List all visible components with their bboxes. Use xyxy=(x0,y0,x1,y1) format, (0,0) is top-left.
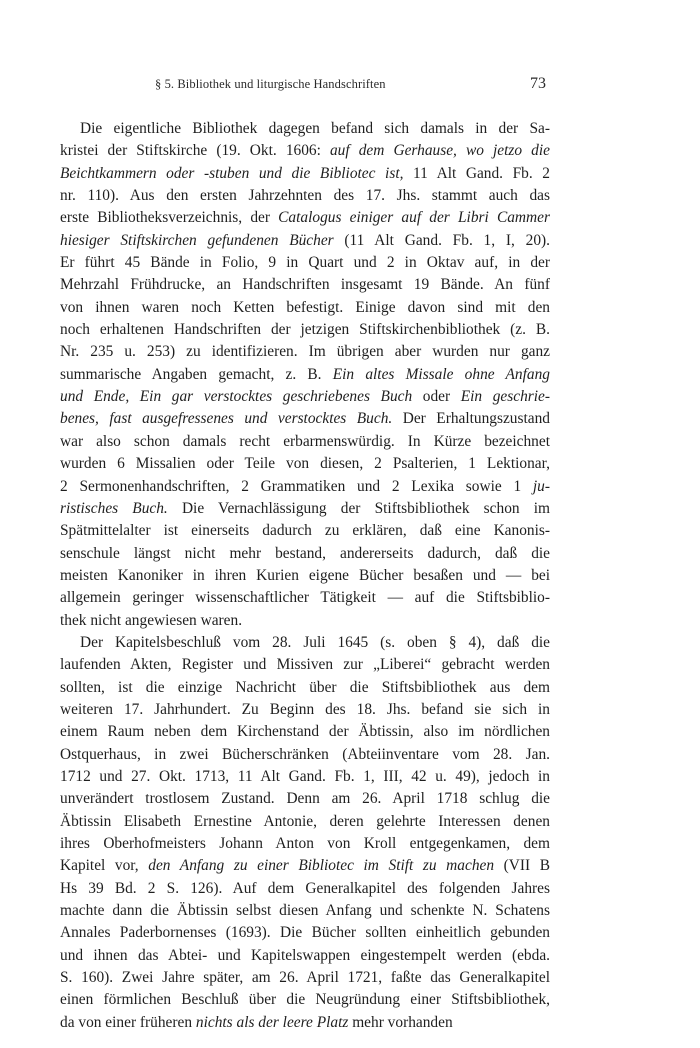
text-line xyxy=(60,252,550,274)
text-run: S. 160). Zwei Jahre später, am 26. April 1721, faßte das Generalkapitel xyxy=(60,969,550,987)
text-run: Spätmittelalter ist einerseits dadurch zu erklären, daß eine Kanonis- xyxy=(60,522,550,540)
text-line xyxy=(60,922,550,944)
running-title: § 5. Bibliothek und liturgische Handschriften xyxy=(155,77,386,91)
text-line xyxy=(60,565,550,587)
italic-text: ju- xyxy=(532,477,550,495)
text-line xyxy=(60,498,550,520)
text-run: wurden 6 Missalien oder Teile von diesen, 2 Psalterien, 1 Lektionar, xyxy=(60,455,550,473)
text-run: Ostquerhaus, in zwei Bücherschränken (Abteiinventare vom 28. Jan. xyxy=(60,745,550,763)
paragraph xyxy=(60,632,550,1034)
text-line xyxy=(60,788,550,810)
text-run: Er führt 45 Bände in Folio, 9 in Quart und 2 in Oktav auf, in der xyxy=(60,254,550,272)
text-line xyxy=(60,543,550,565)
text-run: allgemein geringer wissenschaftlicher Tätigkeit — auf die Stiftsbiblio- xyxy=(60,589,550,607)
text-line xyxy=(60,341,550,363)
text-line xyxy=(60,319,550,341)
text-line xyxy=(60,721,550,743)
text-line xyxy=(60,274,550,296)
text-line xyxy=(60,297,550,319)
text-line xyxy=(60,766,550,788)
body-text xyxy=(60,118,550,1034)
italic-text: ristisches Buch. xyxy=(60,499,168,517)
text-line xyxy=(60,364,550,386)
text-line xyxy=(60,677,550,699)
text-line xyxy=(60,453,550,475)
text-line xyxy=(60,900,550,922)
text-run: ihres Oberhofmeisters Johann Anton von Kroll entgegenkamen, dem xyxy=(60,835,550,852)
text-run: oder xyxy=(412,388,461,406)
text-run: erste Bibliotheksverzeichnis, der xyxy=(60,209,279,227)
italic-text: Beichtkammern oder -stuben und die Bibliotec ist, xyxy=(60,164,404,182)
text-run: Annales Paderbornenses (1693). Die Bücher sollten einheitlich gebunden xyxy=(60,924,550,942)
text-line xyxy=(60,989,550,1011)
text-run: einem Raum neben dem Kirchenstand der Äbtissin, also im nördlichen xyxy=(60,723,550,741)
text-run: (11 Alt Gand. Fb. 1, I, 20). xyxy=(333,231,550,249)
text-line xyxy=(60,967,550,989)
book-page xyxy=(60,0,550,1048)
text-run: kristei der Stiftskirche (19. Okt. 1606: xyxy=(60,142,330,160)
text-run: Kapitel vor, xyxy=(60,857,149,875)
italic-text: hiesiger Stiftskirchen gefundenen Bücher xyxy=(60,231,334,249)
text-run: weiteren 17. Jahrhundert. Zu Beginn des 18. Jhs. befand sie sich in xyxy=(60,700,550,718)
text-line xyxy=(60,185,550,207)
text-line xyxy=(60,118,550,140)
text-line xyxy=(60,811,550,833)
text-line xyxy=(60,945,550,967)
text-line xyxy=(60,163,550,185)
text-line xyxy=(60,476,550,498)
text-line xyxy=(60,699,550,721)
text-run: mehr vorhanden xyxy=(348,1013,453,1031)
text-line xyxy=(60,833,550,855)
text-line xyxy=(60,654,550,676)
text-run: Die Vernachlässigung der Stiftsbibliothek schon im xyxy=(167,499,550,517)
text-line xyxy=(60,386,550,408)
text-line xyxy=(60,610,550,632)
text-run: sollten, ist die einzige Nachricht über die Stiftsbibliothek aus dem xyxy=(60,678,550,696)
text-line xyxy=(60,140,550,162)
text-line xyxy=(60,520,550,542)
text-run: Mehrzahl Frühdrucke, an Handschriften insgesamt 19 Bände. An fünf xyxy=(60,276,550,294)
text-run: war also schon damals recht erbarmenswürdig. In Kürze bezeichnet xyxy=(60,432,550,450)
text-line xyxy=(60,878,550,900)
text-line xyxy=(60,632,550,654)
italic-text: den Anfang zu einer Bibliotec im Stift zu machen xyxy=(148,857,495,875)
text-run: von ihnen waren noch Ketten befestigt. Einige davon sind mit den xyxy=(60,298,550,316)
italic-text: benes, fast ausgefressenes und verstocktes Buch. xyxy=(60,410,393,428)
text-run: Äbtissin Elisabeth Ernestine Antonie, deren gelehrte Interessen denen xyxy=(60,812,550,830)
text-run: (VII B xyxy=(494,857,550,875)
italic-text: Catalogus einiger auf der Libri Cammer xyxy=(278,209,550,227)
text-run: meisten Kanoniker in ihren Kurien eigene Bücher besaßen und — bei xyxy=(60,566,550,584)
text-run: Nr. 235 u. 253) zu identifizieren. Im übrigen aber wurden nur ganz xyxy=(60,343,550,361)
italic-text: Ein geschrie- xyxy=(460,388,550,406)
text-line xyxy=(60,408,550,430)
text-run: thek nicht angewiesen waren. xyxy=(60,611,243,629)
italic-text: und Ende, Ein gar verstocktes geschriebenes Buch xyxy=(60,388,413,406)
text-line xyxy=(60,431,550,453)
text-run: summarische Angaben gemacht, z. B. xyxy=(60,365,333,383)
paragraph xyxy=(60,118,550,632)
text-run: unverändert trostlosem Zustand. Denn am 26. April 1718 schlug die xyxy=(60,790,550,808)
text-line xyxy=(60,744,550,766)
text-line xyxy=(60,855,550,877)
text-run: Der Erhaltungszustand xyxy=(392,410,550,428)
text-run: machte dann die Äbtissin selbst diesen Anfang und schenkte N. Schatens xyxy=(60,902,550,920)
page-number: 73 xyxy=(530,75,546,92)
text-run: laufenden Akten, Register und Missiven zur „Liberei“ gebracht werden xyxy=(60,656,550,674)
running-header xyxy=(60,76,550,96)
text-run: Hs 39 Bd. 2 S. 126). Auf dem Generalkapitel des folgenden Jahres xyxy=(60,879,550,897)
text-run: Der Kapitelsbeschluß vom 28. Juli 1645 (s. oben § 4), daß die xyxy=(80,633,550,651)
text-run: senschule längst nicht mehr bestand, andererseits dadurch, daß die xyxy=(60,544,550,562)
italic-text: nichts als der leere Platz xyxy=(195,1013,349,1031)
text-run: 2 Sermonenhandschriften, 2 Grammatiken und 2 Lexika sowie 1 xyxy=(60,477,533,495)
text-line xyxy=(60,1012,550,1034)
text-run: und ihnen das Abtei- und Kapitelswappen eingestempelt werden (ebda. xyxy=(60,946,550,964)
text-run: einen förmlichen Beschluß über die Neugründung einer Stiftsbibliothek, xyxy=(60,991,550,1009)
italic-text: auf dem Gerhause, wo jetzo die xyxy=(329,142,550,160)
text-line xyxy=(60,230,550,252)
italic-text: Ein altes Missale ohne Anfang xyxy=(332,365,550,383)
text-run: Die eigentliche Bibliothek dagegen befand sich damals in der Sa- xyxy=(80,120,550,137)
text-run: noch erhaltenen Handschriften der jetzigen Stiftskirchenbibliothek (z. B. xyxy=(60,321,550,339)
text-line xyxy=(60,207,550,229)
text-line xyxy=(60,587,550,609)
text-run: 11 Alt Gand. Fb. 2 xyxy=(403,164,550,182)
text-run: 1712 und 27. Okt. 1713, 11 Alt Gand. Fb. 1, III, 42 u. 49), jedoch in xyxy=(60,767,550,785)
text-run: nr. 110). Aus den ersten Jahrzehnten des 17. Jhs. stammt auch das xyxy=(60,187,550,205)
text-run: da von einer früheren xyxy=(60,1013,196,1031)
